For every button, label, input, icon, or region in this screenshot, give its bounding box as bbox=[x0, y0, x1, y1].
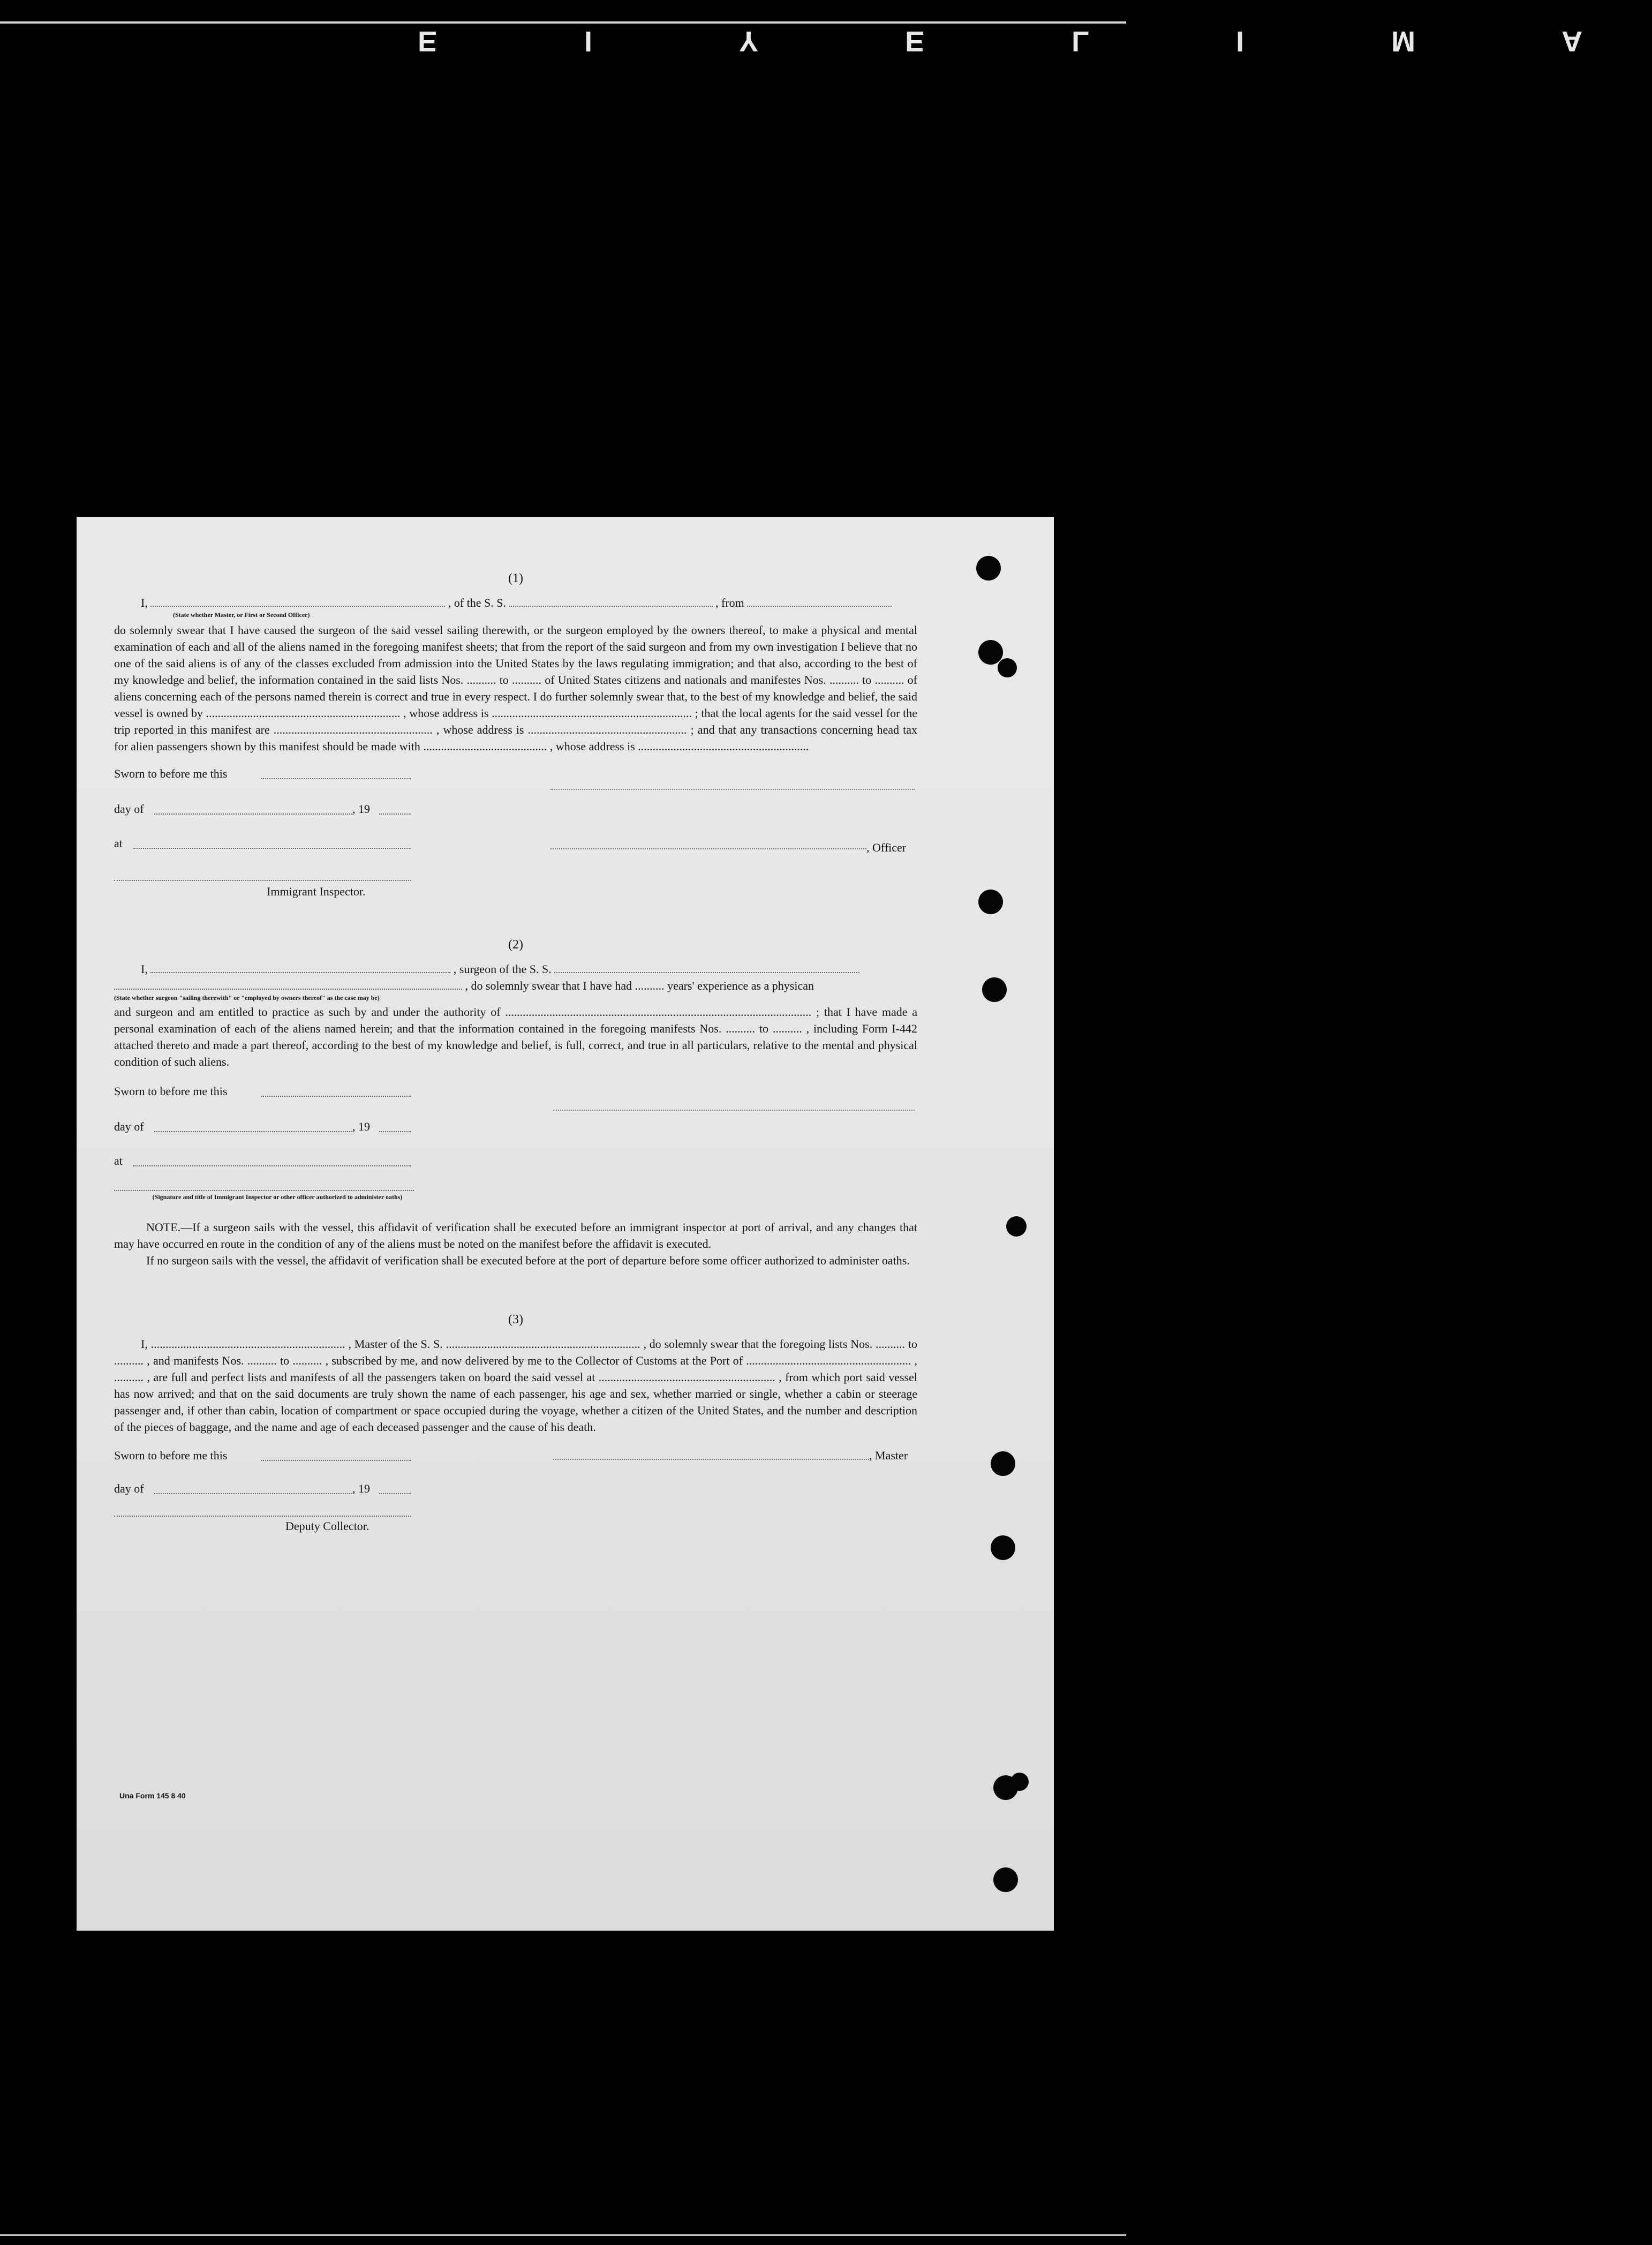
section-2-year-field[interactable] bbox=[379, 1130, 411, 1132]
section-1-body: do solemnly swear that I have caused the surgeon of the said vessel sailing therewith, or the surgeon employed by the owners thereof, to make a physical and mental examination of each and all of the aliens named in the foregoing manifest sheets; that from the report of the said surgeon and from my own investigation I believe that no one of the said aliens is of any of the classes excluded from admission into the United States by the laws regulating immigration; and that also, according to the best of my knowledge and belief, the information contained in the said lists Nos. .......... to .......... of United States citizens and nationals and manifestes Nos. .......... to .......... of aliens concerning each of the persons named therein is correct and true in every respect. I do further solemnly swear that, to the best of my knowledge and belief, the said vessel is owned by .................................................................. , whose address is .................................................................... ; that the local agents for the said vessel for the trip reported in this manifest are ...................................................... , whose address is ...................................................... ; and that any transactions concerning head tax for alien passengers shown by this manifest should be made with .......................................... , whose address is .......................................................... bbox=[114, 623, 917, 753]
section-1-from-label: , from bbox=[715, 596, 744, 609]
section-1-sworn-field[interactable] bbox=[261, 777, 411, 779]
section-3-master-label: , Master bbox=[869, 1449, 908, 1462]
form-identifier: Una Form 145 8 40 bbox=[119, 1791, 186, 1800]
section-2-at-label: at bbox=[114, 1154, 123, 1167]
section-3-signature-field[interactable] bbox=[553, 1459, 869, 1460]
punch-hole bbox=[991, 1535, 1015, 1560]
note-paragraph-2: If no surgeon sails with the vessel, the affidavit of verification shall be executed before at the port of departure before some officer authorized to administer oaths. bbox=[146, 1254, 910, 1267]
section-2-line2 bbox=[114, 977, 917, 994]
section-3-number: (3) bbox=[508, 1313, 523, 1327]
section-3-sworn-label: Sworn to before me this bbox=[114, 1449, 228, 1462]
section-3-signature-block bbox=[114, 1447, 917, 1554]
section-1-officer-label: , Officer bbox=[866, 841, 907, 854]
punch-hole bbox=[978, 640, 1003, 665]
note-paragraph-1: NOTE.—If a surgeon sails with the vessel, this affidavit of verification shall be executed before an immigrant inspector at port of arrival, and any changes that may have occurred en route in the condition of any of the aliens must be noted on the manifest before the affidavit is executed. bbox=[114, 1221, 917, 1250]
section-1-day-field[interactable] bbox=[154, 812, 352, 815]
section-1-day-label: day of bbox=[114, 802, 144, 816]
section-1-i: I, bbox=[141, 596, 148, 609]
punch-hole bbox=[998, 658, 1017, 677]
section-2-line1 bbox=[141, 961, 917, 977]
section-2-day-field[interactable] bbox=[154, 1130, 352, 1132]
punch-hole bbox=[993, 1867, 1018, 1892]
punch-hole bbox=[976, 556, 1001, 581]
surgeon-name-field[interactable] bbox=[150, 962, 450, 973]
section-2-note bbox=[114, 1219, 917, 1269]
section-3-sworn-field[interactable] bbox=[261, 1459, 411, 1461]
film-border-top bbox=[0, 21, 1126, 24]
document-page bbox=[77, 517, 1054, 1931]
section-1-caption: (State whether Master, or First or Second Officer) bbox=[173, 611, 310, 619]
section-1-signature-field[interactable] bbox=[550, 789, 915, 790]
section-3-day-field[interactable] bbox=[154, 1492, 352, 1494]
master-name-field[interactable] bbox=[150, 596, 445, 607]
section-3-year-field[interactable] bbox=[379, 1492, 411, 1494]
section-3-year-label: , 19 bbox=[352, 1482, 370, 1495]
section-2-sworn-label: Sworn to before me this bbox=[114, 1084, 228, 1098]
from-port-field[interactable] bbox=[747, 596, 892, 607]
section-1-ss-label: , of the S. S. bbox=[448, 596, 507, 609]
section-2-day-label: day of bbox=[114, 1120, 144, 1133]
surgeon-status-field[interactable] bbox=[114, 979, 462, 990]
section-1-number: (1) bbox=[508, 571, 523, 585]
section-2-year-label: , 19 bbox=[352, 1120, 370, 1133]
section-1-at-label: at bbox=[114, 837, 123, 850]
section-2-sig-caption: (Signature and title of Immigrant Inspector or other officer authorized to administer oaths) bbox=[152, 1193, 403, 1201]
section-2-at-field[interactable] bbox=[133, 1164, 411, 1166]
section-2-sworn-field[interactable] bbox=[261, 1095, 411, 1097]
section-2-signature-block bbox=[114, 1083, 917, 1217]
section-2-i: I, bbox=[141, 962, 148, 976]
section-2-ss-label: , surgeon of the S. S. bbox=[453, 962, 552, 976]
section-1-officer-field[interactable] bbox=[550, 848, 866, 849]
vessel-name-field[interactable] bbox=[509, 596, 713, 607]
section-3-signer: Deputy Collector. bbox=[285, 1519, 369, 1533]
section-1-line1 bbox=[141, 594, 917, 611]
punch-hole bbox=[978, 890, 1003, 914]
section-2-body: and surgeon and am entitled to practice as such by and under the authority of ........................................................................................................ ; that I have made a personal examination of each of the aliens named herein; and that the information contained in the foregoing manifests Nos. .......... to .......... , including Form I-442 attached thereto and made a part thereof, according to the best of my knowledge and belief, is full, correct, and true in all particulars, relative to the mental and physical condition of such aliens. bbox=[114, 1005, 917, 1068]
section-1-at-field[interactable] bbox=[133, 847, 411, 849]
section-1-year-field[interactable] bbox=[379, 812, 411, 815]
surgeon-vessel-field[interactable] bbox=[554, 962, 859, 973]
section-1-signature-block bbox=[114, 765, 917, 926]
punch-hole bbox=[1010, 1773, 1029, 1791]
section-3-day-label: day of bbox=[114, 1482, 144, 1495]
section-2-signature-field[interactable] bbox=[553, 1110, 915, 1111]
section-2-number: (2) bbox=[508, 938, 523, 952]
form-content bbox=[114, 570, 917, 1554]
film-border-bottom bbox=[0, 2234, 1126, 2236]
section-2-caption: (State whether surgeon "sailing therewith" or "employed by owners thereof" as the case may be) bbox=[114, 994, 380, 1001]
section-3-body: I, .................................................................. , Master of the S. S. .................................................................. , do solemnly swear that the foregoing lists Nos. .......... to .......... , and manifests Nos. .......... to .......... , subscribed by me, and now delivered by me to the Collector of Customs at the Port of ........................................................ , .......... , are full and perfect lists and manifests of all the passengers taken on board the said vessel at ............................................................ , from which port said vessel has now arrived; and that on the said documents are truly shown the name of each passenger, his age and sex, whether married or single, whether a cabin or steerage passenger and, if other than cabin, location of compartment or space occupied during the voyage, whether a citizen of the United States, and the number and description of the pieces of baggage, and the name and age of each deceased passenger and the cause of his death. bbox=[114, 1337, 917, 1434]
section-1-year-label: , 19 bbox=[352, 802, 370, 816]
reel-label: E I Y E L I M A bbox=[418, 25, 1652, 57]
punch-hole bbox=[1006, 1216, 1027, 1237]
punch-hole bbox=[982, 977, 1007, 1002]
section-2-inspector-field[interactable] bbox=[114, 1189, 414, 1191]
section-1-inspector-field[interactable] bbox=[114, 879, 411, 881]
punch-hole bbox=[991, 1451, 1015, 1476]
section-1-signer: Immigrant Inspector. bbox=[267, 885, 366, 898]
section-2-swear: , do solemnly swear that I have had .......... years' experience as a physican bbox=[465, 979, 814, 992]
section-1-sworn-label: Sworn to before me this bbox=[114, 767, 228, 780]
section-3-collector-field[interactable] bbox=[114, 1515, 411, 1517]
